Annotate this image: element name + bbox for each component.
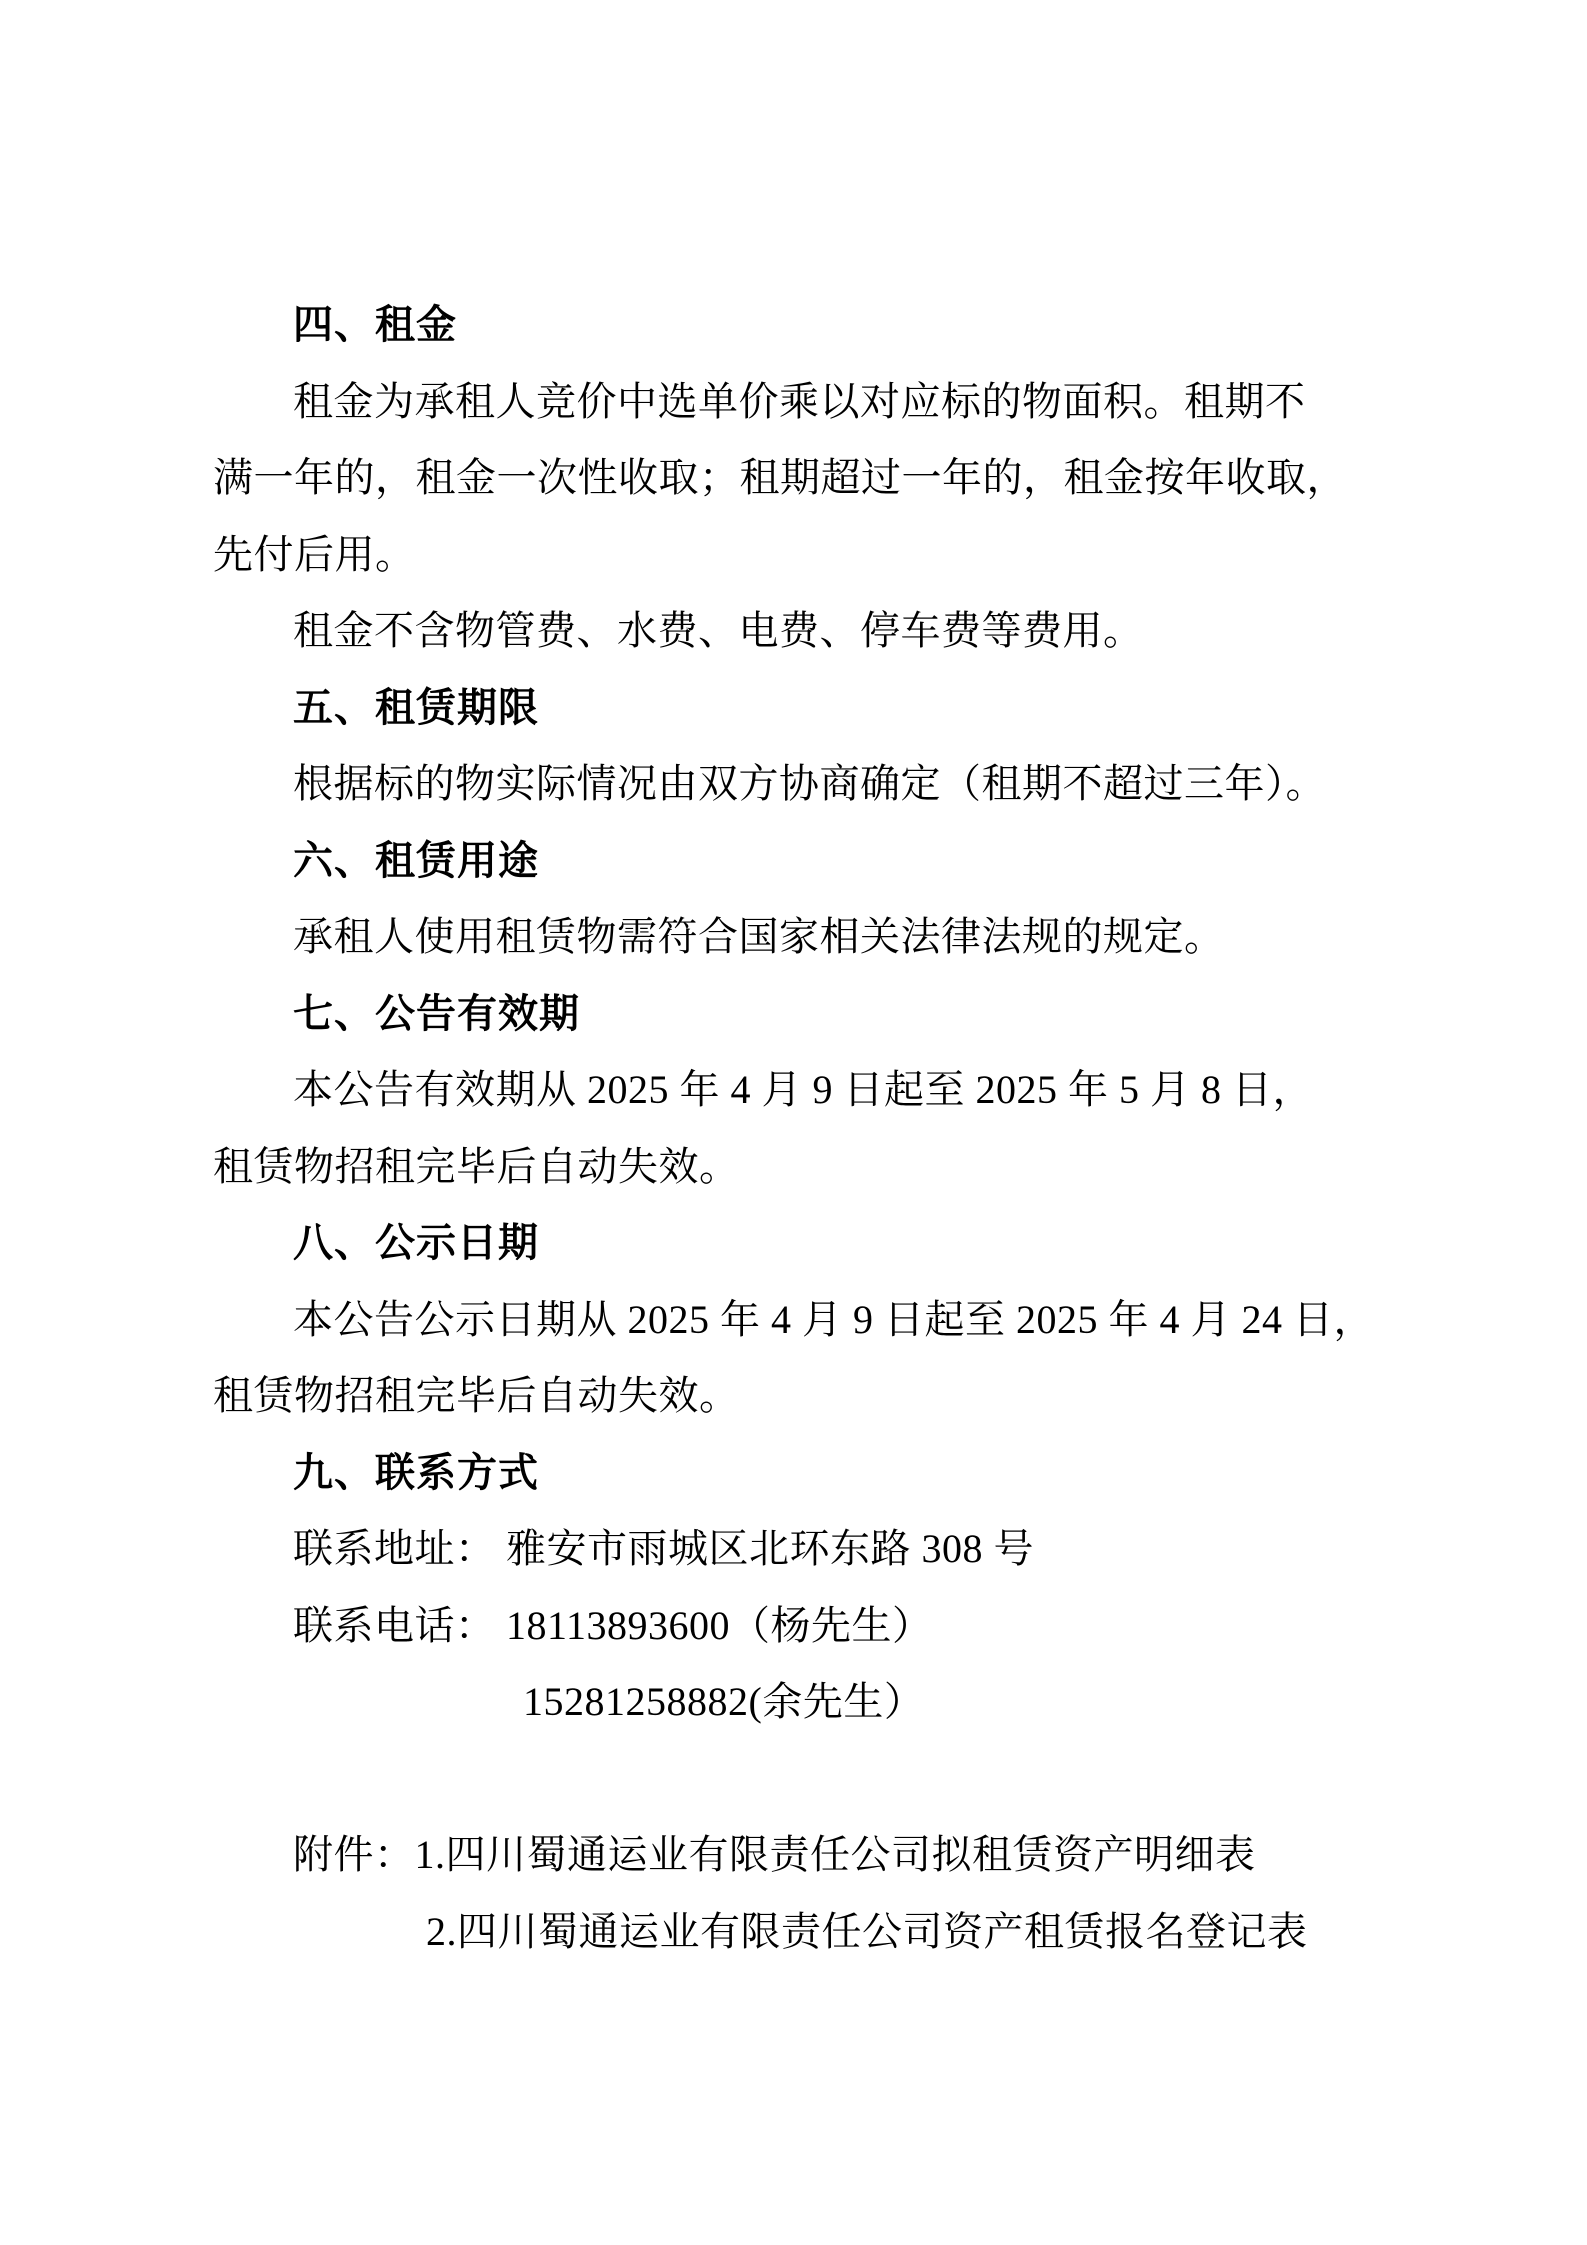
doc-line: 先付后用。 xyxy=(213,531,416,577)
section-heading: 四、租金 xyxy=(293,303,457,347)
doc-line: 15281258882(余先生） xyxy=(523,1679,925,1724)
section-heading: 六、租赁用途 xyxy=(293,838,539,883)
doc-line: 满一年的，租金一次性收取；租期超过一年的，租金按年收取， xyxy=(213,455,1347,500)
doc-line: 联系电话： 18113893600（杨先生） xyxy=(293,1602,933,1648)
doc-line: 附件：1.四川蜀通运业有限责任公司拟租赁资产明细表 xyxy=(293,1832,1256,1877)
section-heading: 七、公告有效期 xyxy=(293,991,580,1036)
doc-line: 根据标的物实际情况由双方协商确定（租期不超过三年）。 xyxy=(293,761,1326,806)
doc-line: 2.四川蜀通运业有限责任公司资产租赁报名登记表 xyxy=(426,1908,1308,1954)
doc-line: 联系地址： 雅安市雨城区北环东路 308 号 xyxy=(293,1526,1034,1571)
doc-line: 本公告公示日期从 2025 年 4 月 9 日起至 2025 年 4 月 24 日， xyxy=(293,1296,1374,1342)
doc-line: 租赁物招租完毕后自动失效。 xyxy=(213,1373,740,1418)
doc-line: 本公告有效期从 2025 年 4 月 9 日起至 2025 年 5 月 8 日， xyxy=(293,1067,1313,1112)
section-heading: 八、公示日期 xyxy=(293,1221,539,1265)
doc-line: 租金不含物管费、水费、电费、停车费等费用。 xyxy=(293,608,1144,653)
blank-line xyxy=(213,1741,1378,1818)
text-block xyxy=(213,287,1378,1970)
doc-line: 承租人使用租赁物需符合国家相关法律法规的规定。 xyxy=(293,914,1225,959)
section-heading: 九、联系方式 xyxy=(293,1450,539,1495)
doc-line: 租金为承租人竞价中选单价乘以对应标的物面积。租期不 xyxy=(293,378,1306,424)
doc-line: 租赁物招租完毕后自动失效。 xyxy=(213,1143,740,1189)
section-heading: 五、租赁期限 xyxy=(293,685,539,730)
